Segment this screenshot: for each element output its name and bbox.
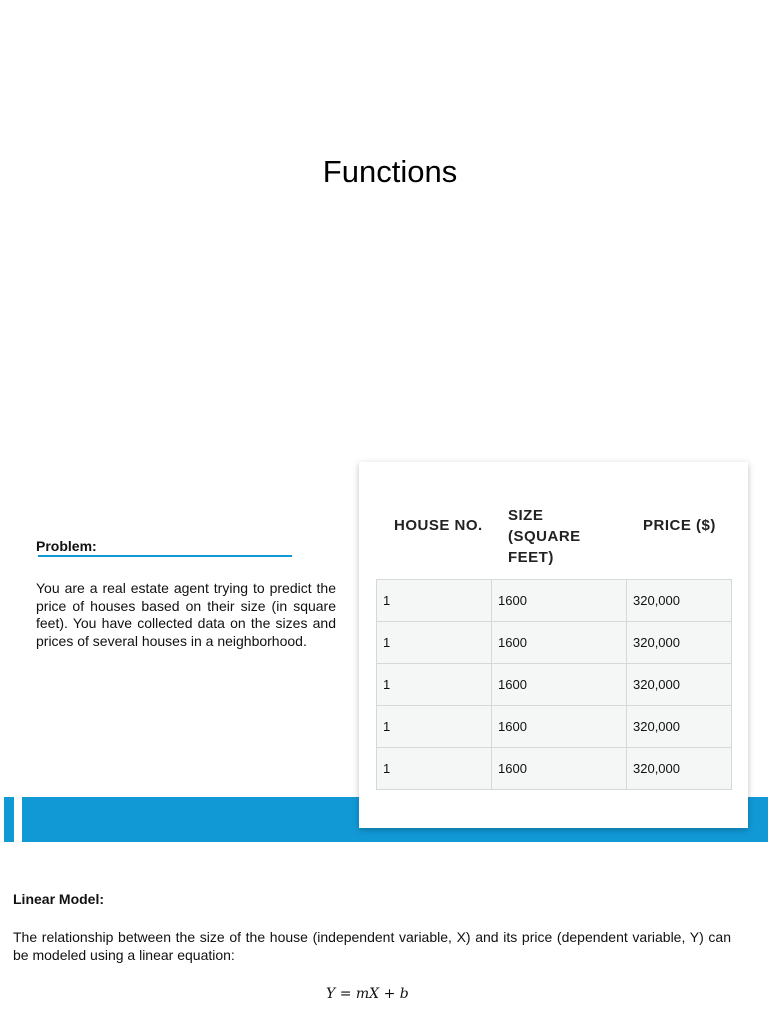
column-header-price: PRICE ($) — [643, 517, 716, 534]
cell-price: 320,000 — [627, 748, 732, 790]
linear-model-heading: Linear Model: — [13, 891, 105, 907]
linear-equation: Y = mX + b — [326, 986, 409, 1002]
house-data-card — [359, 462, 748, 828]
table-row — [377, 706, 732, 748]
linear-model-description: The relationship between the size of the house (independent variable, X) and its price (dependent variable, Y) can be modeled using a linear equation: — [13, 929, 731, 963]
cell-size: 1600 — [492, 664, 627, 706]
cell-house-no: 1 — [377, 580, 492, 622]
problem-description: You are a real estate agent trying to predict the price of houses based on their size (in square feet). You have collected data on the sizes and prices of several houses in a neighborhood. — [36, 580, 336, 649]
cell-price: 320,000 — [627, 664, 732, 706]
column-header-house-no: HOUSE NO. — [394, 517, 483, 534]
page-title: Functions — [322, 154, 458, 189]
cell-size: 1600 — [492, 622, 627, 664]
cell-house-no: 1 — [377, 622, 492, 664]
cell-price: 320,000 — [627, 622, 732, 664]
cell-price: 320,000 — [627, 706, 732, 748]
cell-house-no: 1 — [377, 706, 492, 748]
accent-bar-left — [4, 797, 14, 842]
cell-house-no: 1 — [377, 748, 492, 790]
problem-heading: Problem: — [36, 538, 97, 554]
cell-size: 1600 — [492, 748, 627, 790]
house-data-table — [376, 579, 732, 790]
table-row — [377, 748, 732, 790]
table-row — [377, 622, 732, 664]
column-header-size: SIZE (SQUARE FEET) — [508, 507, 581, 566]
cell-house-no: 1 — [377, 664, 492, 706]
table-row — [377, 580, 732, 622]
cell-size: 1600 — [492, 580, 627, 622]
cell-size: 1600 — [492, 706, 627, 748]
table-row — [377, 664, 732, 706]
cell-price: 320,000 — [627, 580, 732, 622]
problem-underline-divider — [38, 555, 292, 557]
